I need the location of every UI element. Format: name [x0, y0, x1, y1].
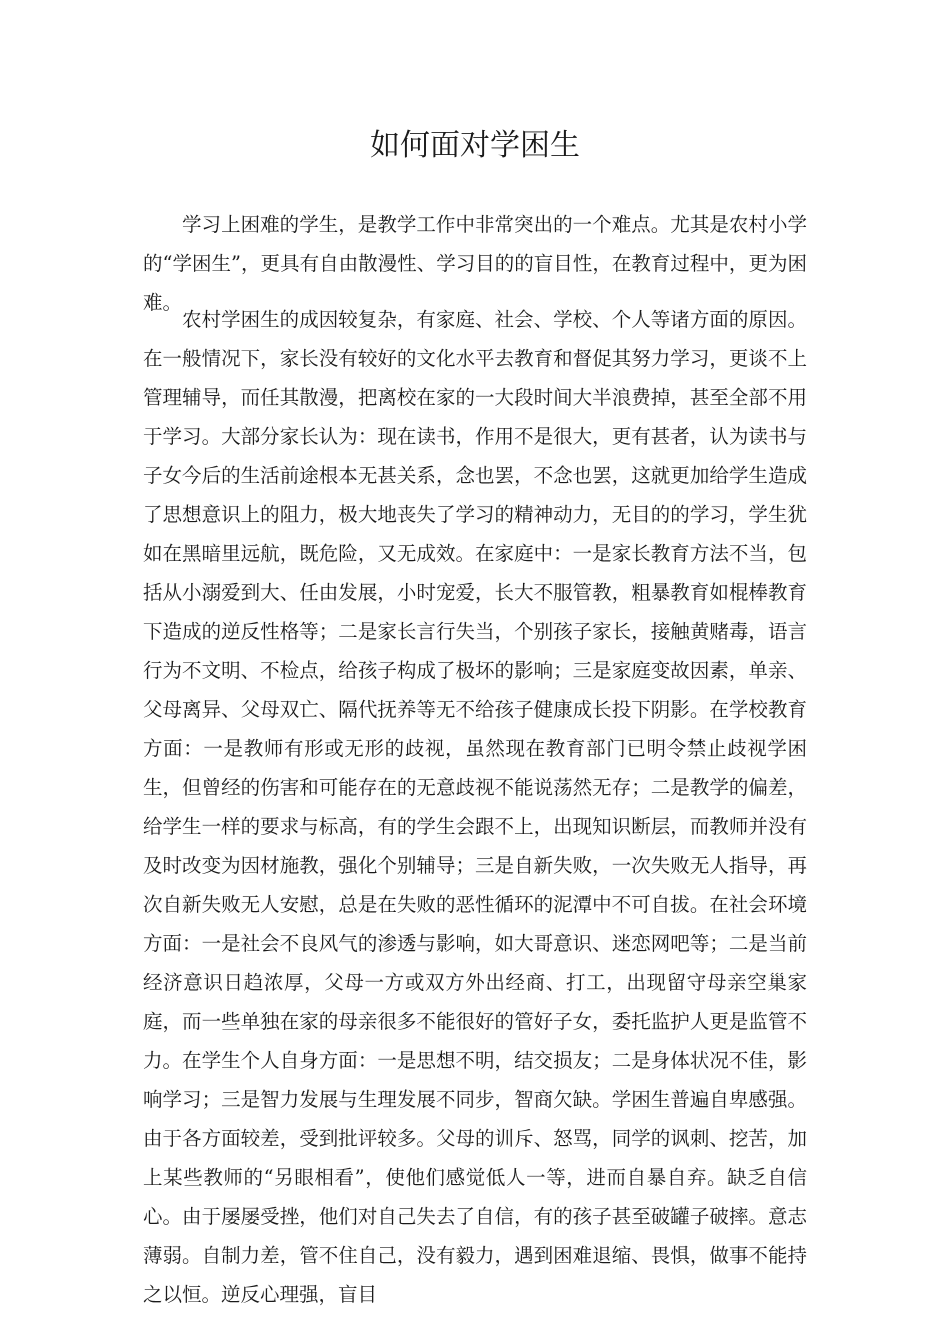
paragraph-causes: 农村学困生的成因较复杂，有家庭、社会、学校、个人等诸方面的原因。在一般情况下，家长没有较好的文化水平去教育和督促其努力学习，更谈不上管理辅导，而任其散漫，把离校在家的一大段时间大半浪费掉，甚至全部不用于学习。大部分家长认为：现在读书，作用不是很大，更有甚者，认为读书与子女今后的生活前途根本无甚关系，念也罢，不念也罢，这就更加给学生造成了思想意识上的阻力，极大地丧失了学习的精神动力，无目的的学习，学生犹如在黑暗里远航，既危险，又无成效。在家庭中：一是家长教育方法不当，包括从小溺爱到大、任由发展，小时宠爱，长大不服管教，粗暴教育如棍棒教育下造成的逆反性格等；二是家长言行失当，个别孩子家长，接触黄赌毒，语言行为不文明、不检点，给孩子构成了极坏的影响；三是家庭变故因素，单亲、父母离异、父母双亡、隔代抚养等无不给孩子健康成长投下阴影。在学校教育方面：一是教师有形或无形的歧视，虽然现在教育部门已明令禁止歧视学困生，但曾经的伤害和可能存在的无意歧视不能说荡然无存；二是教学的偏差，给学生一样的要求与标高，有的学生会跟不上，出现知识断层，而教师并没有及时改变为因材施教，强化个别辅导；三是自新失败，一次失败无人指导，再次自新失败无人安慰，总是在失败的恶性循环的泥潭中不可自拔。在社会环境方面：一是社会不良风气的渗透与影响，如大哥意识、迷恋网吧等；二是当前经济意识日趋浓厚，父母一方或双方外出经商、打工，出现留守母亲空巢家庭，而一些单独在家的母亲很多不能很好的管好子女，委托监护人更是监管不力。在学生个人自身方面：一是思想不明，结交损友；二是身体状况不佳，影响学习；三是智力发展与生理发展不同步，智商欠缺。学困生普遍自卑感强。由于各方面较差，受到批评较多。父母的训斥、怒骂，同学的讽刺、挖苦，加上某些教师的“另眼相看”，使他们感觉低人一等，进而自暴自弃。缺乏自信心。由于屡屡受挫，他们对自己失去了自信，有的孩子甚至破罐子破摔。意志薄弱。自制力差，管不住自己，没有毅力，遇到困难退缩、畏惧，做事不能持之以恒。逆反心理强，盲目: [143, 308, 807, 1306]
paragraph-intro: 学习上困难的学生，是教学工作中非常突出的一个难点。尤其是农村小学的“学困生”，更具有自由散漫性、学习目的的盲目性，在教育过程中，更为困难。: [143, 213, 807, 314]
document-title: 如何面对学困生: [370, 128, 580, 163]
